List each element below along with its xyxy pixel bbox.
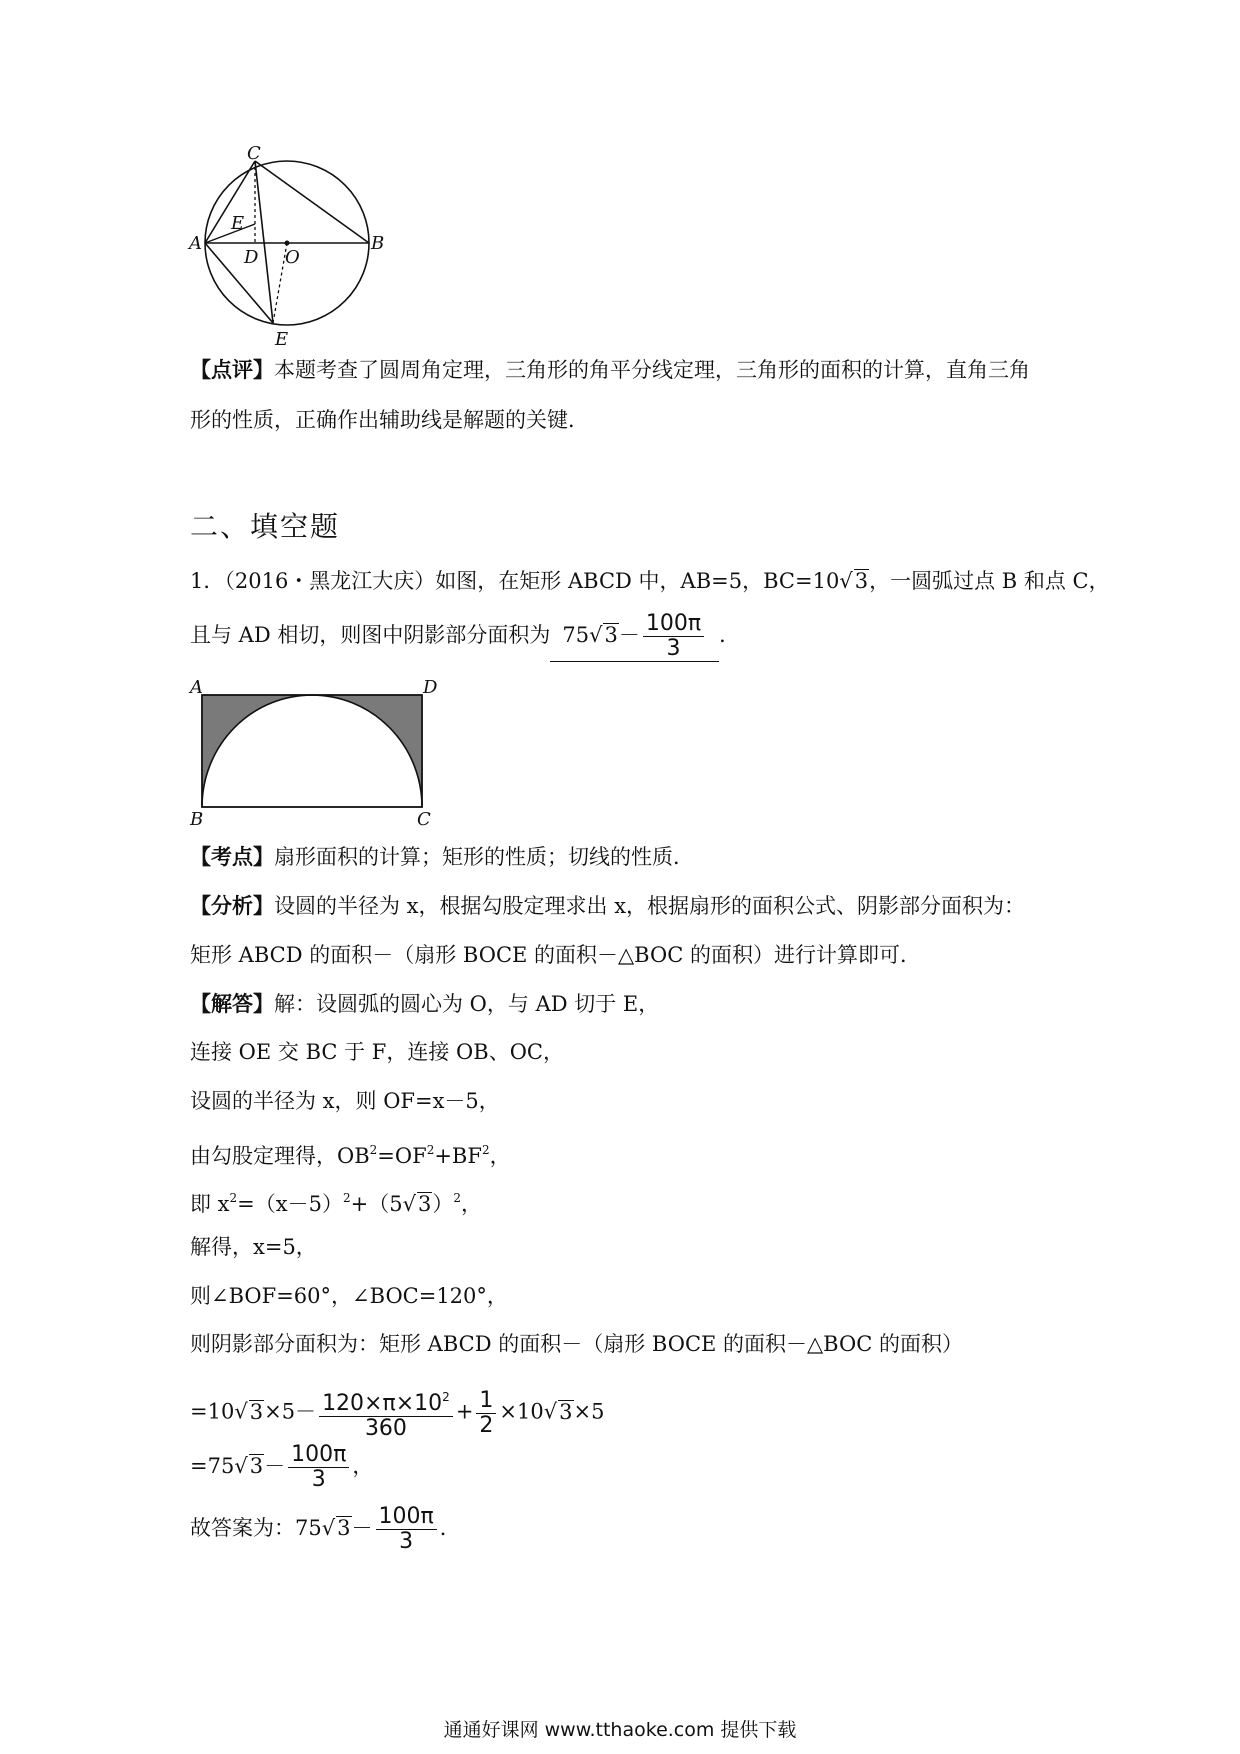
jieda-line-3: 设圆的半径为 x，则 OF=x－5， — [190, 1089, 500, 1113]
review-line-1: 【点评】本题考查了圆周角定理，三角形的角平分线定理，三角形的面积的计算，直角三角 — [190, 357, 1030, 382]
jieda-line-4: 由勾股定理得，$OB^2=OF^2+BF^2$， — [190, 1143, 511, 1168]
jieda-line-6: 解得，x=5， — [190, 1235, 317, 1259]
footer: 通通好课网 www.tthaoke.com 提供下载 — [443, 1719, 797, 1741]
label-d: D — [423, 677, 438, 698]
label-e-bottom: E — [275, 329, 289, 350]
jieda-line-11: 故答案为：75√3－ $\frac{100\pi}{3}$ ． — [190, 1504, 461, 1554]
section-title: 二、填空题 — [190, 510, 341, 543]
fenxi-line-1: 【分析】设圆的半径为 x，根据勾股定理求出 x，根据扇形的面积公式、阴影部分面积为： — [190, 893, 1026, 918]
kaodian-line: 【考点】扇形面积的计算；矩形的性质；切线的性质． — [190, 844, 694, 869]
q1-line-1: 1．（2016・黑龙江大庆）如图，在矩形 ABCD 中，AB=5，BC=10√3，一圆弧过点 B 和点 C， — [190, 569, 1110, 593]
jieda-line-2: 连接 OE 交 BC 于 F，连接 OB、OC， — [190, 1040, 564, 1064]
label-a: A — [189, 233, 202, 254]
q1-line-2: 且与 AD 相切，则图中阴影部分面积为 75√3－ $\frac{100\pi}{3}$ ． — [190, 611, 741, 661]
label-d: D — [244, 247, 259, 268]
label-b: B — [371, 233, 385, 254]
circle-figure — [185, 145, 405, 350]
label-o: O — [285, 247, 300, 268]
label-b: B — [190, 809, 204, 830]
label-c: C — [247, 145, 261, 164]
jieda-line-1: 【解答】解：设圆弧的圆心为 O，与 AD 切于 E， — [190, 991, 660, 1016]
label-c: C — [417, 809, 431, 830]
rectangle-arc-figure — [185, 675, 445, 830]
review-line-2: 形的性质，正确作出辅助线是解题的关键． — [190, 408, 589, 432]
label-a: A — [190, 677, 203, 698]
jieda-line-10: =75√3－ $\frac{100\pi}{3}$ ， — [190, 1442, 374, 1492]
jieda-line-8: 则阴影部分面积为：矩形 ABCD 的面积－（扇形 BOCE 的面积－△BOC 的面积） — [190, 1332, 963, 1356]
fenxi-line-2: 矩形 ABCD 的面积－（扇形 BOCE 的面积－△BOC 的面积）进行计算即可． — [190, 943, 921, 967]
q1-answer: 75√3－ $\frac{100\pi}{3}$ — [550, 612, 719, 662]
jieda-line-9: =10√3×5－ $\frac{120\times\pi\times 10^2}{360}$ + $\frac{1}{2}$ ×10√3×5 — [190, 1385, 604, 1441]
label-e-top: E — [231, 213, 245, 234]
jieda-line-5: 即 $x^2=(x-5)^2+(5√3)^2$， — [190, 1191, 482, 1216]
jieda-line-7: 则∠BOF=60°，∠BOC=120°， — [190, 1284, 508, 1308]
